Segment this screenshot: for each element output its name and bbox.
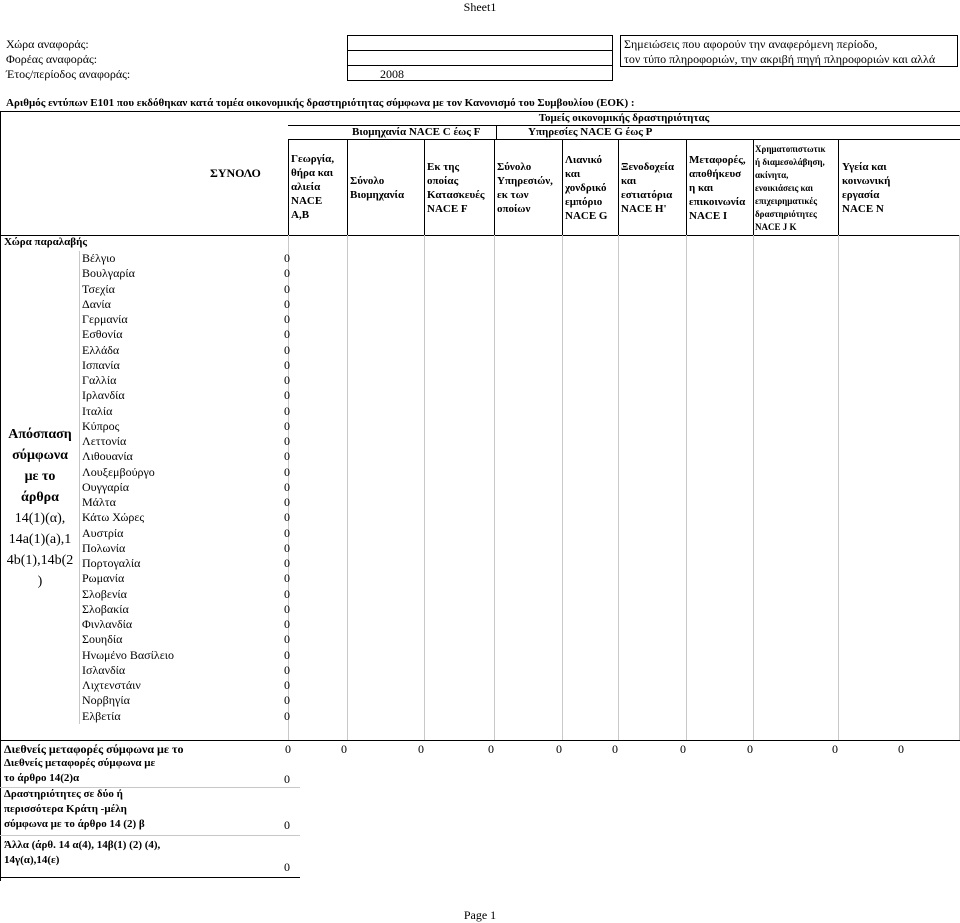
country-total[interactable]: 0 <box>284 586 290 601</box>
table-row <box>0 632 300 647</box>
table-row <box>0 388 300 403</box>
total-header: ΣΥΝΟΛΟ <box>210 166 261 180</box>
country-name: Βουλγαρία <box>82 266 135 281</box>
country-name: Ιρλανδία <box>82 388 125 403</box>
country-name: Τσεχία <box>82 281 115 296</box>
country-total[interactable]: 0 <box>284 312 290 326</box>
table-row <box>0 266 300 281</box>
table-row <box>0 434 300 449</box>
country-name: Φινλανδία <box>82 617 133 631</box>
country-total[interactable]: 0 <box>284 281 290 296</box>
country-total[interactable]: 0 <box>284 617 290 631</box>
country-total[interactable]: 0 <box>284 464 290 479</box>
country-total[interactable]: 0 <box>284 540 290 555</box>
table-row <box>0 282 300 297</box>
country-total[interactable]: 0 <box>284 266 290 281</box>
country-name: Εσθονία <box>82 327 123 342</box>
intl-142a-total[interactable]: 0 <box>284 772 290 786</box>
country-name: Μάλτα <box>82 495 116 509</box>
country-total[interactable]: 0 <box>284 403 290 418</box>
table-row <box>0 678 300 693</box>
country-total[interactable]: 0 <box>284 449 290 464</box>
country-name: Σουηδία <box>82 632 123 647</box>
country-name: Λιχτενστάιν <box>82 678 141 692</box>
country-total[interactable]: 0 <box>284 708 290 723</box>
country-total[interactable]: 0 <box>284 495 290 509</box>
country-name: Νορβηγία <box>82 693 130 708</box>
country-total[interactable]: 0 <box>284 251 290 265</box>
notes-line-1: Σημειώσεις που αφορούν την αναφερόμενη περίοδο, <box>624 37 878 51</box>
table-row <box>0 327 300 342</box>
country-total[interactable]: 0 <box>284 601 290 616</box>
country-name: Κύπρος <box>82 418 120 433</box>
country-total[interactable]: 0 <box>284 342 290 357</box>
country-total[interactable]: 0 <box>284 357 290 372</box>
table-row <box>0 373 300 388</box>
table-row <box>0 693 300 708</box>
country-total[interactable]: 0 <box>284 479 290 494</box>
country-name: Πολωνία <box>82 540 126 555</box>
country-name: Λιθουανία <box>82 449 133 464</box>
country-name: Ρωμανία <box>82 571 125 586</box>
other-total[interactable]: 0 <box>284 860 290 874</box>
table-row <box>0 617 300 632</box>
country-total[interactable]: 0 <box>284 556 290 570</box>
country-name: Ισπανία <box>82 357 120 372</box>
col-construction-header: Εκ της οποίας Κατασκευές NACE F <box>427 161 485 215</box>
country-name: Δανία <box>82 296 111 311</box>
two-states-label: Δραστηριότητες σε δύο ή περισσότερα Κράτη -μέλη σύμφωνα με το άρθρο 14 (2) β <box>4 788 145 830</box>
country-total[interactable]: 0 <box>284 525 290 540</box>
country-name: Λεττονία <box>82 434 127 448</box>
country-name: Λουξεμβούργο <box>82 464 155 479</box>
year-label: Έτος/περίοδος αναφοράς: <box>6 67 131 81</box>
country-name: Ιταλία <box>82 403 113 418</box>
country-name: Γερμανία <box>82 312 128 326</box>
intl-transport-value[interactable]: 0 <box>418 742 424 756</box>
col-hotels-header: Ξενοδοχεία και εστιατόρια NACE H' <box>621 161 674 215</box>
table-row <box>0 571 300 586</box>
intl-transport-value[interactable]: 0 <box>488 742 494 756</box>
country-total[interactable]: 0 <box>284 647 290 662</box>
notes-line-2: τον τύπο πληροφοριών, την ακριβή πηγή πληροφοριών και αλλά <box>624 52 936 66</box>
intl-transport-label: Διεθνείς μεταφορές σύμφωνα με το <box>4 742 184 756</box>
row-divider <box>79 251 80 724</box>
country-total[interactable]: 0 <box>284 632 290 647</box>
table-row <box>0 663 300 678</box>
other-label: Άλλα (άρθ. 14 α(4), 14β(1) (2) (4), 14γ(α),14(ε) <box>4 839 161 866</box>
industry-group-header: Βιομηχανία NACE C έως F <box>352 126 481 138</box>
country-name: Ουγγαρία <box>82 479 130 494</box>
country-total[interactable]: 0 <box>284 373 290 387</box>
sheet-title: Sheet1 <box>463 0 497 14</box>
country-name: Σλοβενία <box>82 586 127 601</box>
country-total[interactable]: 0 <box>284 678 290 692</box>
table-row <box>0 343 300 358</box>
table-row <box>0 556 300 571</box>
country-total[interactable]: 0 <box>284 571 290 586</box>
country-name: Ηνωμένο Βασίλειο <box>82 647 174 662</box>
table-row <box>0 449 300 464</box>
table-row <box>0 251 300 266</box>
country-total[interactable]: 0 <box>284 662 290 677</box>
table-row <box>0 297 300 312</box>
country-name: Σλοβακία <box>82 601 129 616</box>
country-total[interactable]: 0 <box>284 418 290 433</box>
intl-transport-value[interactable]: 0 <box>680 742 686 756</box>
country-name: Ισλανδία <box>82 662 126 677</box>
intl-transport-value[interactable]: 0 <box>612 742 618 756</box>
col-finance-header: Χρηματοπιστωτικ ή διαμεσολάβηση, ακίνητα, ενοικιάσεις και επιχειρηματικές δραστηριότητες NACE J K <box>755 144 826 232</box>
table-row <box>0 404 300 419</box>
country-total[interactable]: 0 <box>284 434 290 448</box>
intl-transport-value[interactable]: 0 <box>747 742 753 756</box>
table-row <box>0 602 300 617</box>
table-row <box>0 510 300 525</box>
intl-transport-value[interactable]: 0 <box>556 742 562 756</box>
country-name: Αυστρία <box>82 525 124 540</box>
body-label: Φορέας αναφοράς: <box>6 52 98 66</box>
table-row <box>0 419 300 434</box>
col-agri-header: Γεωργία, θήρα και αλιεία NACE A,B <box>291 153 335 221</box>
country-total[interactable]: 0 <box>284 327 290 342</box>
intl-transport-value[interactable]: 0 <box>832 742 838 756</box>
receiving-country-label: Χώρα παραλαβής <box>4 236 87 248</box>
country-name: Ελβετία <box>82 708 121 723</box>
country-total[interactable]: 0 <box>284 296 290 311</box>
table-row <box>0 312 300 327</box>
country-label: Χώρα αναφοράς: <box>6 37 89 51</box>
intl-transport-value[interactable]: 0 <box>285 742 291 756</box>
col-services-total-header: Σύνολο Υπηρεσιών, εκ των οποίων <box>497 161 553 215</box>
table-row <box>0 587 300 602</box>
services-group-header: Υπηρεσίες NACE G έως P <box>528 126 653 138</box>
col-health-header: Υγεία και κοινωνική εργασία NACE N <box>842 161 891 215</box>
col-industry-total-header: Σύνολο Βιομηχανία <box>350 175 405 201</box>
two-states-total[interactable]: 0 <box>284 818 290 832</box>
page-footer: Page 1 <box>463 908 497 922</box>
table-row <box>0 495 300 510</box>
table-row <box>0 648 300 663</box>
country-name: Ελλάδα <box>82 342 120 357</box>
sectors-title: Τομείς οικονομικής δραστηριότητας <box>538 112 710 124</box>
table-row <box>0 709 300 724</box>
table-heading: Αριθμός εντύπων Ε101 που εκδόθηκαν κατά τομέα οικονομικής δραστηριότητας σύμφωνα με τον Κανονισμό του Συμβουλίου (ΕΟΚ) : <box>6 97 635 109</box>
intl-transport-value[interactable]: 0 <box>341 742 347 756</box>
country-total[interactable]: 0 <box>284 388 290 403</box>
country-name: Κάτω Χώρες <box>82 510 145 525</box>
country-name: Γαλλία <box>82 373 117 387</box>
country-name: Βέλγιο <box>82 251 116 265</box>
col-retail-header: Λιανικό και χονδρικό εμπόριο NACE G <box>565 154 608 222</box>
table-row <box>0 526 300 541</box>
table-row <box>0 465 300 480</box>
year-value[interactable]: 2008 <box>380 67 404 81</box>
country-total[interactable]: 0 <box>284 510 290 525</box>
country-name: Πορτογαλία <box>82 556 141 570</box>
intl-transport-value[interactable]: 0 <box>898 742 904 756</box>
posting-article-label: Απόσπαση σύμφωνα με το άρθρα 14(1)(α), 14a(1)(a),1 4b(1),14b(2 ) <box>6 427 74 589</box>
table-row <box>0 358 300 373</box>
intl-142a-label: Διεθνείς μεταφορές σύμφωνα με το άρθρο 14(2)α <box>4 757 156 784</box>
table-row <box>0 541 300 556</box>
country-total[interactable]: 0 <box>284 693 290 708</box>
table-row <box>0 480 300 495</box>
col-transport-header: Μεταφορές, αποθήκευσ η και επικοινωνία NACE I <box>689 154 746 222</box>
